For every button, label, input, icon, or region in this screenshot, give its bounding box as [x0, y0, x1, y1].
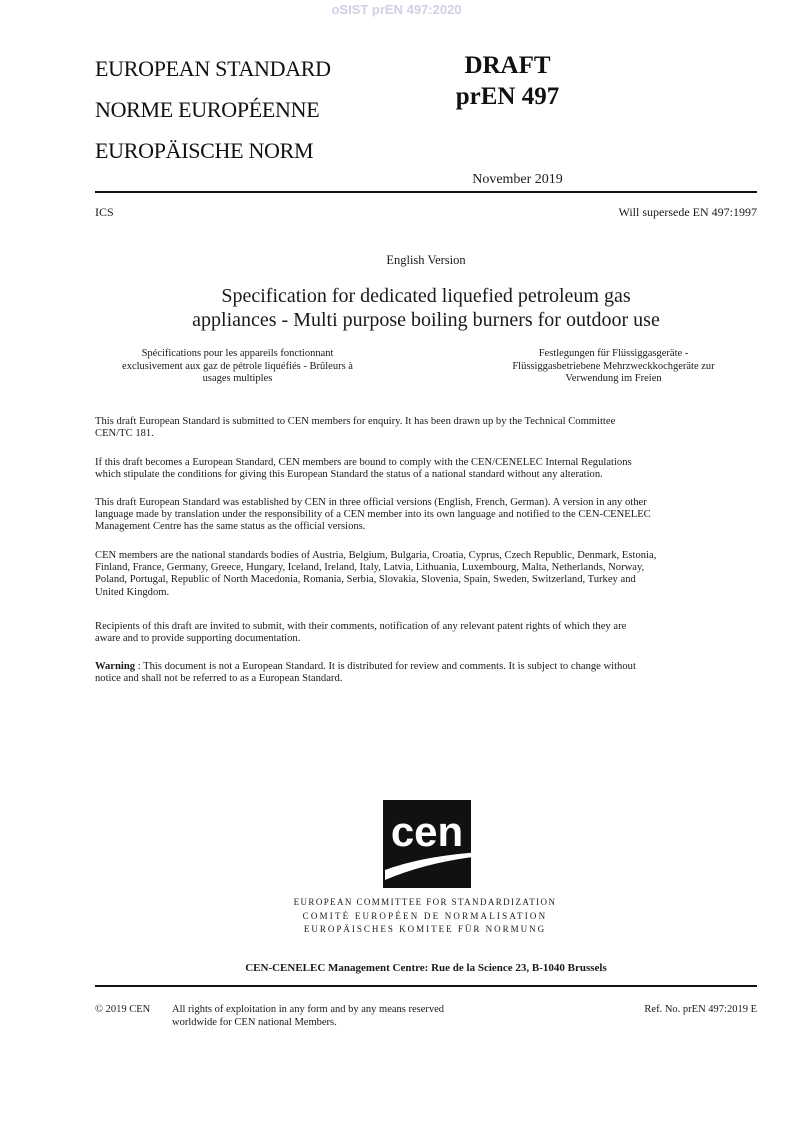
- para-line: This draft European Standard was established by CEN in three official versions (English, French, German). A version in any other: [95, 497, 647, 508]
- paragraph-enquiry: [95, 416, 757, 440]
- para-line: This draft European Standard is submitted to CEN members for enquiry. It has been drawn up by the Technical Committee: [95, 416, 616, 427]
- paragraph-members: [95, 550, 757, 599]
- cen-logo-text: cen: [390, 808, 464, 855]
- management-centre-address: CEN-CENELEC Management Centre: Rue de la Science 23, B-1040 Brussels: [245, 962, 607, 974]
- ics-label: ICS: [95, 205, 114, 219]
- org-name-en: EUROPEAN COMMITTEE FOR STANDARDIZATION: [293, 897, 557, 907]
- subtitle-line: Spécifications pour les appareils fonctionnant: [141, 348, 334, 359]
- draft-label: DRAFT: [464, 52, 551, 79]
- supersedes-note: Will supersede EN 497:1997: [618, 205, 757, 219]
- paragraph-warning: [95, 661, 757, 685]
- para-line: notice and shall not be referred to as a European Standard.: [95, 673, 343, 685]
- version-label: English Version: [386, 253, 466, 267]
- org-name-fr: COMITÉ EUROPÉEN DE NORMALISATION: [302, 911, 548, 921]
- para-line: aware and to provide supporting documentation.: [95, 633, 301, 645]
- subtitle-line: exclusivement aux gaz de pétrole liquéfiés - Brûleurs à: [122, 360, 353, 372]
- paragraph-regulations: [95, 457, 757, 481]
- title-line: appliances - Multi purpose boiling burners for outdoor use: [192, 309, 660, 331]
- org-name-de: EUROPÄISCHES KOMITEE FÜR NORMUNG: [303, 924, 547, 934]
- warning-label: Warning: [95, 661, 136, 672]
- para-line: CEN/TC 181.: [95, 428, 154, 440]
- para-line: Management Centre has the same status as the official versions.: [95, 521, 366, 533]
- title-line: Specification for dedicated liquefied petroleum gas: [221, 285, 631, 307]
- para-line: United Kingdom.: [95, 586, 170, 598]
- subtitle-line: Festlegungen für Flüssiggasgeräte -: [538, 348, 689, 359]
- standard-name-fr: NORME EUROPÉENNE: [95, 97, 320, 122]
- copyright: © 2019 CEN: [95, 1004, 151, 1015]
- subtitle-line: Verwendung im Freien: [565, 373, 662, 384]
- para-line: If this draft becomes a European Standard, CEN members are bound to comply with the CEN/CENELEC Internal Regulations: [95, 457, 632, 468]
- rights-notice: [172, 1004, 444, 1029]
- para-line: Poland, Portugal, Republic of North Macedonia, Romania, Serbia, Slovakia, Slovenia, Spain, Sweden, Switzerland, Turkey and: [95, 574, 636, 586]
- subtitle-line: Flüssiggasbetriebene Mehrzweckkochgeräte zur: [512, 360, 715, 372]
- rights-line: worldwide for CEN national Members.: [172, 1016, 337, 1028]
- para-line: Recipients of this draft are invited to submit, with their comments, notification of any relevant patent rights of which they are: [95, 621, 627, 632]
- footer-rule: [95, 985, 757, 987]
- subtitle-line: usages multiples: [202, 373, 273, 384]
- standard-name-de: EUROPÄISCHE NORM: [95, 138, 314, 163]
- para-line: [95, 661, 757, 673]
- document-title: [95, 284, 757, 332]
- cen-logo-mark: [383, 800, 471, 888]
- standard-name-en: EUROPEAN STANDARD: [95, 56, 331, 81]
- para-line: CEN members are the national standards bodies of Austria, Belgium, Bulgaria, Croatia, Cyprus, Czech Republic, Denmark, Estonia,: [95, 550, 657, 561]
- watermark: oSIST prEN 497:2020: [331, 2, 462, 17]
- para-line: Finland, France, Germany, Greece, Hungary, Iceland, Ireland, Italy, Latvia, Lithuania, Luxembourg, Malta, Netherlands, Norway,: [95, 562, 645, 574]
- para-line: which stipulate the conditions for giving this European Standard the status of a national standard without any alteration.: [95, 469, 603, 481]
- header-rule: [95, 191, 757, 193]
- rights-line: All rights of exploitation in any form and by any means reserved: [172, 1004, 445, 1015]
- reference-number: Ref. No. prEN 497:2019 E: [644, 1004, 757, 1015]
- document-number: prEN 497: [455, 83, 560, 110]
- publication-date: November 2019: [472, 172, 563, 187]
- paragraph-versions: [95, 497, 757, 534]
- cen-logo: [383, 800, 471, 888]
- subtitle-german: [470, 348, 757, 386]
- paragraph-recipients: [95, 621, 757, 645]
- subtitle-french: [95, 348, 380, 386]
- para-line: language made by translation under the responsibility of a CEN member into its own language and notified to the CEN-CENELEC: [95, 509, 651, 521]
- warning-text: : This document is not a European Standard. It is distributed for review and comments. It is subject to change without: [135, 661, 636, 672]
